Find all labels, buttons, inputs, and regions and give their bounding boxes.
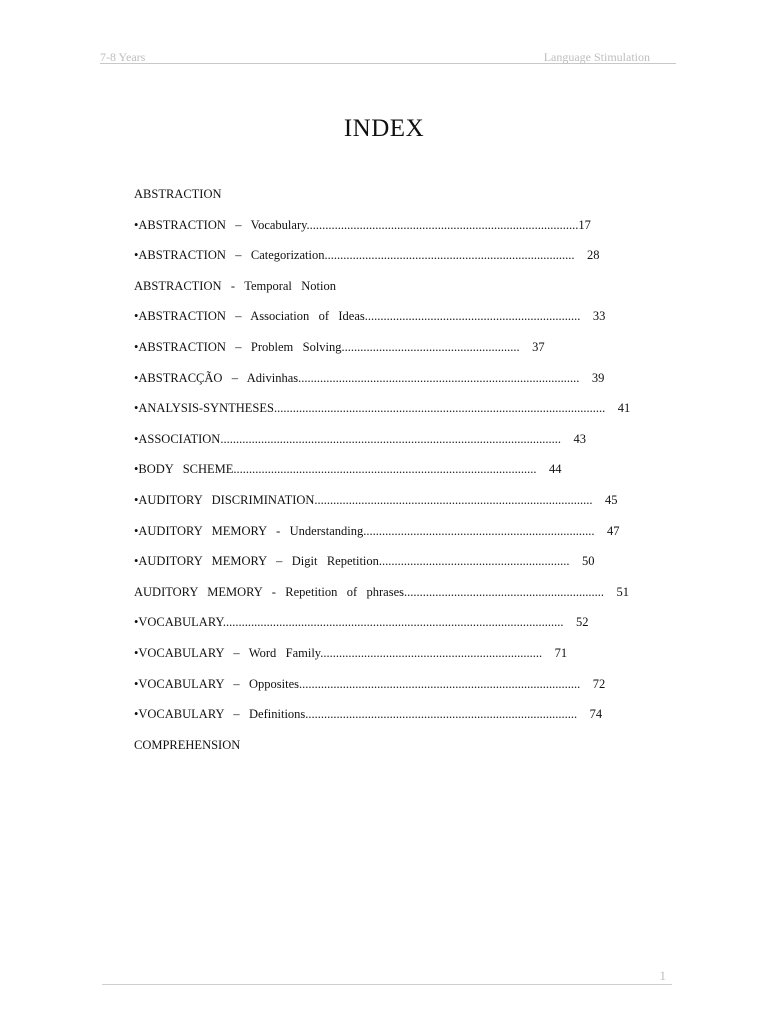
toc-entry: COMPREHENSION xyxy=(134,737,241,752)
page-number: 1 xyxy=(659,968,666,983)
toc-entry: •ANALYSIS-SYNTHESES.......................................................................................................... 41 xyxy=(134,401,631,416)
toc-entry: •ABSTRACTION – Association of Ideas..................................................................... 33 xyxy=(134,309,606,324)
toc-entry: •BODY SCHEME................................................................................................. 44 xyxy=(134,462,562,477)
toc-entry: •VOCABULARY – Opposites.......................................................................................... 72 xyxy=(134,676,606,691)
page-header xyxy=(100,49,676,64)
toc-entry: •ASSOCIATION............................................................................................................. 43 xyxy=(134,431,586,446)
toc-entry: •ABSTRACTION – Categorization................................................................................ 28 xyxy=(134,248,600,263)
toc-entry: •ABSTRACÇÃO – Adivinhas.......................................................................................... 39 xyxy=(134,370,605,385)
page-title: INDEX xyxy=(343,115,425,142)
toc-entry: •AUDITORY DISCRIMINATION......................................................................................... 45 xyxy=(134,492,618,507)
toc-entry: •VOCABULARY............................................................................................................. 52 xyxy=(134,615,589,630)
header-book-title: Language Stimulation xyxy=(543,50,650,64)
toc-entry: •AUDITORY MEMORY - Understanding.......................................................................... 47 xyxy=(134,523,620,538)
toc-entry: •ABSTRACTION – Problem Solving......................................................... 37 xyxy=(134,339,545,354)
toc-entry: •ABSTRACTION – Vocabulary.......................................................................................17 xyxy=(134,217,591,232)
toc-entry: •VOCABULARY – Word Family....................................................................... 71 xyxy=(134,645,568,660)
footer-divider xyxy=(102,984,672,985)
toc-entry: •AUDITORY MEMORY – Digit Repetition............................................................. 50 xyxy=(134,554,595,569)
toc-entry: ABSTRACTION - Temporal Notion xyxy=(134,278,337,293)
toc-entry: AUDITORY MEMORY - Repetition of phrases................................................................ 51 xyxy=(134,584,630,599)
header-age-range: 7-8 Years xyxy=(100,50,146,64)
toc-entry: ABSTRACTION xyxy=(134,187,222,201)
toc-entry: •VOCABULARY – Definitions....................................................................................... 74 xyxy=(134,707,603,722)
table-of-contents xyxy=(134,184,674,765)
